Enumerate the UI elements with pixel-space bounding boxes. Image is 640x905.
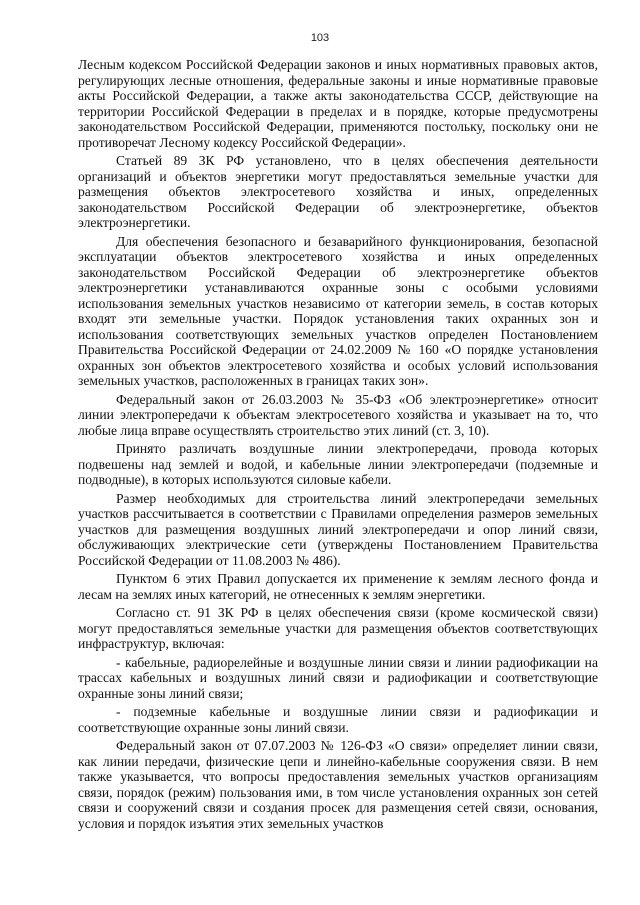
paragraph-9: Федеральный закон от 07.07.2003 № 126-ФЗ «О связи» определяет линии связи, как линии передачи, физические цепи и линейно-кабельные сооружения связи. В нем также указывается, что вопросы предоставления земельных участков организациям связи, порядок (режим) пользования ими, в том числе установления охранных зон сетей связи и сооружений связи и создания просек для размещения сетей связи, основания, условия и порядок изъятия этих земельных участков (78, 738, 598, 831)
list-item-1: - кабельные, радиорелейные и воздушные линии связи и линии радиофикации на трассах кабельных и воздушных линий связи и радиофикации и соответствующие охранные зоны линий связи; (78, 654, 598, 701)
paragraph-4: Федеральный закон от 26.03.2003 № 35-ФЗ «Об электроэнергетике» относит линии электропередачи к объектам электросетевого хозяйства и указывает на то, что любые лица вправе осуществлять строительство этих линий (ст. 3, 10). (78, 391, 598, 438)
page-number: 103 (310, 32, 330, 44)
paragraph-7: Пунктом 6 этих Правил допускается их применение к землям лесного фонда и лесам на землях иных категорий, не отнесенных к землям энергетики. (78, 571, 598, 602)
paragraph-5: Принято различать воздушные линии электропередачи, провода которых подвешены над землей и водой, и кабельные линии электропередачи (подземные и подводные), в которых используются силовые кабели. (78, 441, 598, 487)
list-item-2: - подземные кабельные и воздушные линии связи и радиофикации и соответствующие охранные зоны линий связи. (78, 704, 598, 735)
paragraph-6: Размер необходимых для строительства линий электропередачи земельных участков рассчитывается в соответствии с Правилами определения размеров земельных участков для размещения воздушных линий электропередачи и опор линий связи, обслуживающих электрические сети (утверждены Постановлением Правительства Российской Федерации от 11.08.2003 № 486). (78, 490, 598, 568)
paragraph-3: Для обеспечения безопасного и безаварийного функционирования, безопасной эксплуатации объектов электросетевого хозяйства и иных определенных законодательством Российской Федерации об электроэнергетике объектов электроэнергетики устанавливаются охранные зоны с особыми условиями использования земельных участков независимо от категории земель, в состав которых входят эти земельные участки. Порядок установления таких охранных зон и использования соответствующих земельных участков определен Постановлением Правительства Российской Федерации от 24.02.2009 № 160 «О порядке установления охранных зон объектов электросетевого хозяйства и особых условий использования земельных участков, расположенных в границах таких зон». (78, 233, 598, 388)
paragraph-8: Согласно ст. 91 ЗК РФ в целях обеспечения связи (кроме космической связи) могут предоставляться земельные участки для размещения объектов соответствующих инфраструктур, включая: (78, 605, 598, 651)
paragraph-2: Статьей 89 ЗК РФ установлено, что в целях обеспечения деятельности организаций и объектов энергетики могут предоставляться земельные участки для размещения объектов электросетевого хозяйства и иных, определенных законодательством Российской Федерации об электроэнергетике, объектов электроэнергетики. (78, 153, 598, 230)
document-body (78, 57, 598, 831)
paragraph-1: Лесным кодексом Российской Федерации законов и иных нормативных правовых актов, регулирующих лесные отношения, федеральные законы и иные нормативные правовые акты Российской Федерации, а также акты законодательства СССР, действующие на территории Российской Федерации в пределах и в порядке, которые предусмотрены законодательством Российской Федерации, применяются постольку, поскольку они не противоречат Лесному кодексу Российской Федерации». (78, 57, 598, 150)
